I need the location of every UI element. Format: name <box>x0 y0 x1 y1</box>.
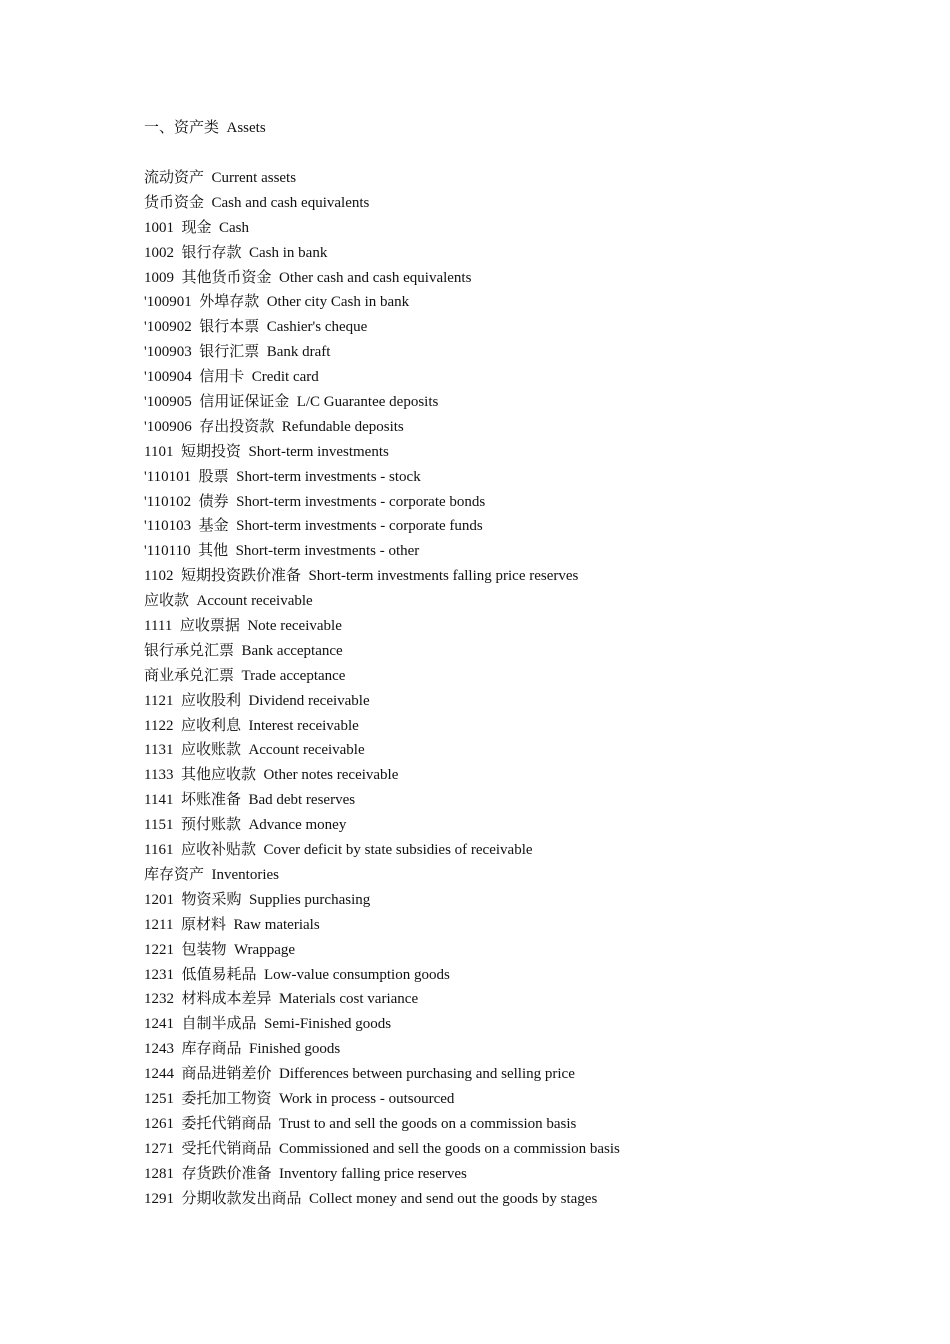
account-entry: 库存资产 Inventories <box>144 866 279 883</box>
account-entry: 1141 坏账准备 Bad debt reserves <box>144 792 356 809</box>
account-entry: 1001 现金 Cash <box>144 219 250 236</box>
account-entry: 1002 银行存款 Cash in bank <box>144 244 328 261</box>
spacer <box>144 141 904 166</box>
account-entry: 1201 物资采购 Supplies purchasing <box>144 891 371 908</box>
account-entry: 1102 短期投资跌价准备 Short-term investments falling price reserves <box>144 568 579 585</box>
account-entry: 1231 低值易耗品 Low-value consumption goods <box>144 966 450 983</box>
account-entry: 流动资产 Current assets <box>144 170 297 186</box>
account-entry: 1251 委托加工物资 Work in process - outsourced <box>144 1090 455 1107</box>
account-entry: 1281 存货跌价准备 Inventory falling price reserves <box>144 1165 467 1182</box>
account-entry: 应收款 Account receivable <box>144 593 313 610</box>
account-entry: 1161 应收补贴款 Cover deficit by state subsidies of receivable <box>144 842 533 859</box>
account-entry: 商业承兑汇票 Trade acceptance <box>144 667 346 684</box>
account-entry: 1122 应收利息 Interest receivable <box>144 717 359 734</box>
account-entry: '100905 信用证保证金 L/C Guarantee deposits <box>144 394 439 411</box>
account-entry: 1221 包装物 Wrappage <box>144 941 296 958</box>
account-entry: '110103 基金 Short-term investments - corporate funds <box>144 518 483 535</box>
account-entry: 1009 其他货币资金 Other cash and cash equivalents <box>144 269 472 286</box>
account-entry: '100901 外埠存款 Other city Cash in bank <box>144 294 410 311</box>
account-entry: 1243 库存商品 Finished goods <box>144 1041 341 1058</box>
account-entry: 1261 委托代销商品 Trust to and sell the goods on a commission basis <box>144 1115 577 1132</box>
account-entry: '100902 银行本票 Cashier's cheque <box>144 319 368 336</box>
account-entry: '110102 债券 Short-term investments - corporate bonds <box>144 493 486 510</box>
account-entry: 1232 材料成本差异 Materials cost variance <box>144 991 419 1008</box>
account-entry: '100903 银行汇票 Bank draft <box>144 344 331 361</box>
account-entry: '110110 其他 Short-term investments - other <box>144 543 420 560</box>
account-entry: 货币资金 Cash and cash equivalents <box>144 194 370 211</box>
account-entry: 1271 受托代销商品 Commissioned and sell the goods on a commission basis <box>144 1140 620 1157</box>
document-page <box>144 116 904 1211</box>
account-entry: 1151 预付账款 Advance money <box>144 817 347 834</box>
account-entry: '100904 信用卡 Credit card <box>144 369 319 386</box>
account-entry: 1131 应收账款 Account receivable <box>144 742 365 759</box>
account-entry: 银行承兑汇票 Bank acceptance <box>144 642 343 659</box>
account-entry: 1291 分期收款发出商品 Collect money and send out the goods by stages <box>144 1190 598 1207</box>
account-entry: 1121 应收股利 Dividend receivable <box>144 692 370 709</box>
account-entry: 1133 其他应收款 Other notes receivable <box>144 767 399 784</box>
account-entry: 1111 应收票据 Note receivable <box>144 618 342 635</box>
account-entry: 1241 自制半成品 Semi-Finished goods <box>144 1016 392 1033</box>
account-entry: 1244 商品进销差价 Differences between purchasing and selling price <box>144 1066 575 1083</box>
account-entry: '100906 存出投资款 Refundable deposits <box>144 418 404 435</box>
account-entry: 1211 原材料 Raw materials <box>144 916 320 933</box>
section-title: 一、资产类 Assets <box>144 120 266 136</box>
account-entry: 1101 短期投资 Short-term investments <box>144 443 389 460</box>
account-list <box>144 166 904 1211</box>
account-entry: '110101 股票 Short-term investments - stock <box>144 468 421 485</box>
